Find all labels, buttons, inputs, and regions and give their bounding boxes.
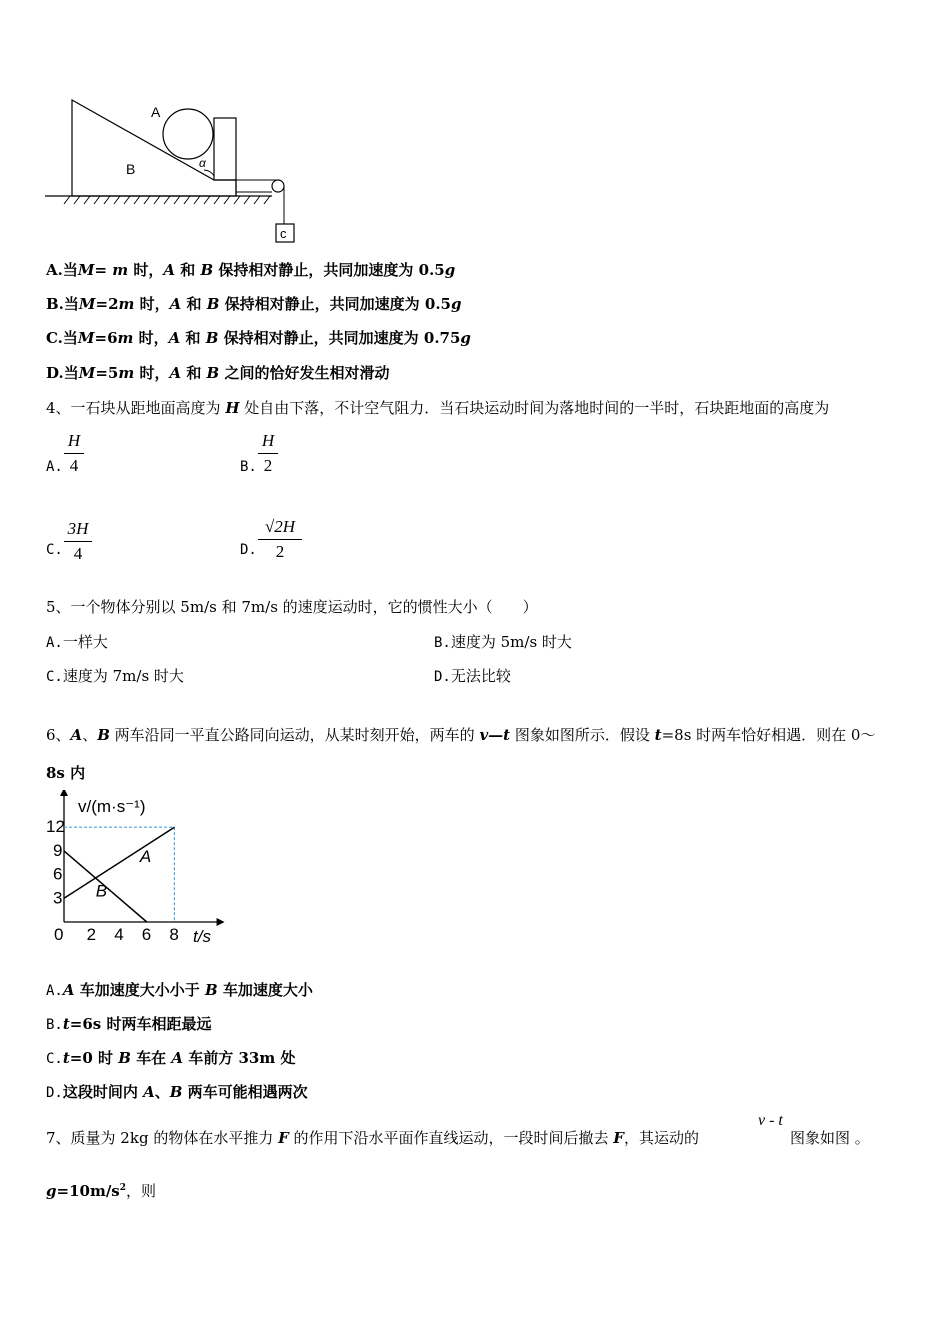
- q6-option-a[interactable]: A.A 车加速度大小小于 B 车加速度大小: [46, 981, 313, 999]
- q6-option-c[interactable]: C.t=0 时 B 车在 A 车前方 33m 处: [46, 1049, 296, 1067]
- ball-a: [163, 109, 213, 159]
- chart-x-tick: 8: [169, 925, 179, 944]
- label-c: c: [280, 226, 287, 241]
- q4-option-d-fraction: √2H 2: [258, 517, 302, 562]
- chart-ylabel: v/(m·s⁻¹): [78, 797, 146, 816]
- chart-series-a: [64, 827, 174, 898]
- chart-y-tick: 12: [46, 817, 65, 837]
- chart-series-label-a: A: [139, 846, 152, 866]
- incline-pulley-figure: [40, 92, 310, 250]
- chart-x-tick: 2: [86, 925, 97, 944]
- vt-chart: [40, 790, 230, 950]
- chart-x-arrow: [217, 918, 225, 926]
- q4-option-a-label[interactable]: A.: [46, 459, 63, 475]
- wall-block: [214, 118, 236, 180]
- q4-option-c-label[interactable]: C.: [46, 542, 63, 558]
- q3-option-c[interactable]: C.当M=6m 时，A 和 B 保持相对静止，共同加速度为 0.75g: [46, 329, 471, 347]
- chart-y-tick: 9: [53, 840, 63, 860]
- q7-vt-label: v - t: [758, 1112, 783, 1129]
- q4-option-b-label[interactable]: B.: [240, 459, 257, 475]
- q6-option-b[interactable]: B.t=6s 时两车相距最远: [46, 1015, 212, 1033]
- label-a: A: [151, 104, 161, 120]
- q6-stem-line1: 6、A、B 两车沿同一平直公路同向运动，从某时刻开始，两车的 v—t 图象如图所示．假设 t=8s 时两车恰好相遇．则在 0～: [46, 726, 876, 744]
- q3-option-a[interactable]: A.当M= m 时，A 和 B 保持相对静止，共同加速度为 0.5g: [46, 261, 456, 279]
- q4-option-d-label[interactable]: D.: [240, 542, 257, 558]
- q4-option-a-fraction: H 4: [64, 431, 84, 476]
- q6-option-d[interactable]: D.这段时间内 A、B 两车可能相遇两次: [46, 1083, 308, 1101]
- chart-x-tick: 0: [54, 925, 64, 944]
- pulley: [272, 180, 284, 192]
- chart-x-tick: 4: [114, 925, 124, 944]
- chart-y-tick: 6: [53, 864, 63, 884]
- chart-y-arrow: [60, 790, 68, 796]
- chart-x-tick: 6: [141, 925, 152, 944]
- q3-option-d[interactable]: D.当M=5m 时，A 和 B 之间的恰好发生相对滑动: [46, 364, 390, 382]
- label-b: B: [126, 161, 136, 177]
- q4-stem: 4、一石块从距地面高度为 H 处自由下落，不计空气阻力．当石块运动时间为落地时间的一半时，石块距地面的高度为: [46, 399, 830, 417]
- q5-stem: 5、一个物体分别以 5m/s 和 7m/s 的速度运动时，它的惯性大小（ ）: [46, 598, 538, 616]
- q3-option-b[interactable]: B.当M=2m 时，A 和 B 保持相对静止，共同加速度为 0.5g: [46, 295, 462, 313]
- chart-series-label-b: B: [95, 881, 108, 901]
- q5-option-a[interactable]: A.一样大: [46, 633, 108, 651]
- q7-stem: 7、质量为 2kg 的物体在水平推力 F 的作用下沿水平面作直线运动，一段时间后撤去 F，其运动的: [46, 1129, 699, 1147]
- chart-xlabel: t/s: [193, 927, 211, 946]
- label-alpha: α: [199, 156, 206, 170]
- q6-stem-line2: 8s 内: [46, 764, 86, 782]
- chart-y-tick: 3: [53, 888, 63, 908]
- q5-option-c[interactable]: C.速度为 7m/s 时大: [46, 667, 184, 685]
- q5-option-d[interactable]: D.无法比较: [434, 667, 511, 685]
- q7-gravity: $g=10m/s^2$，则: [46, 1182, 157, 1200]
- q5-option-b[interactable]: B.速度为 5m/s 时大: [434, 633, 572, 651]
- q7-stem-end: 图象如图 。: [790, 1129, 870, 1147]
- q4-option-b-fraction: H 2: [258, 431, 278, 476]
- q4-option-c-fraction: 3H 4: [64, 519, 92, 564]
